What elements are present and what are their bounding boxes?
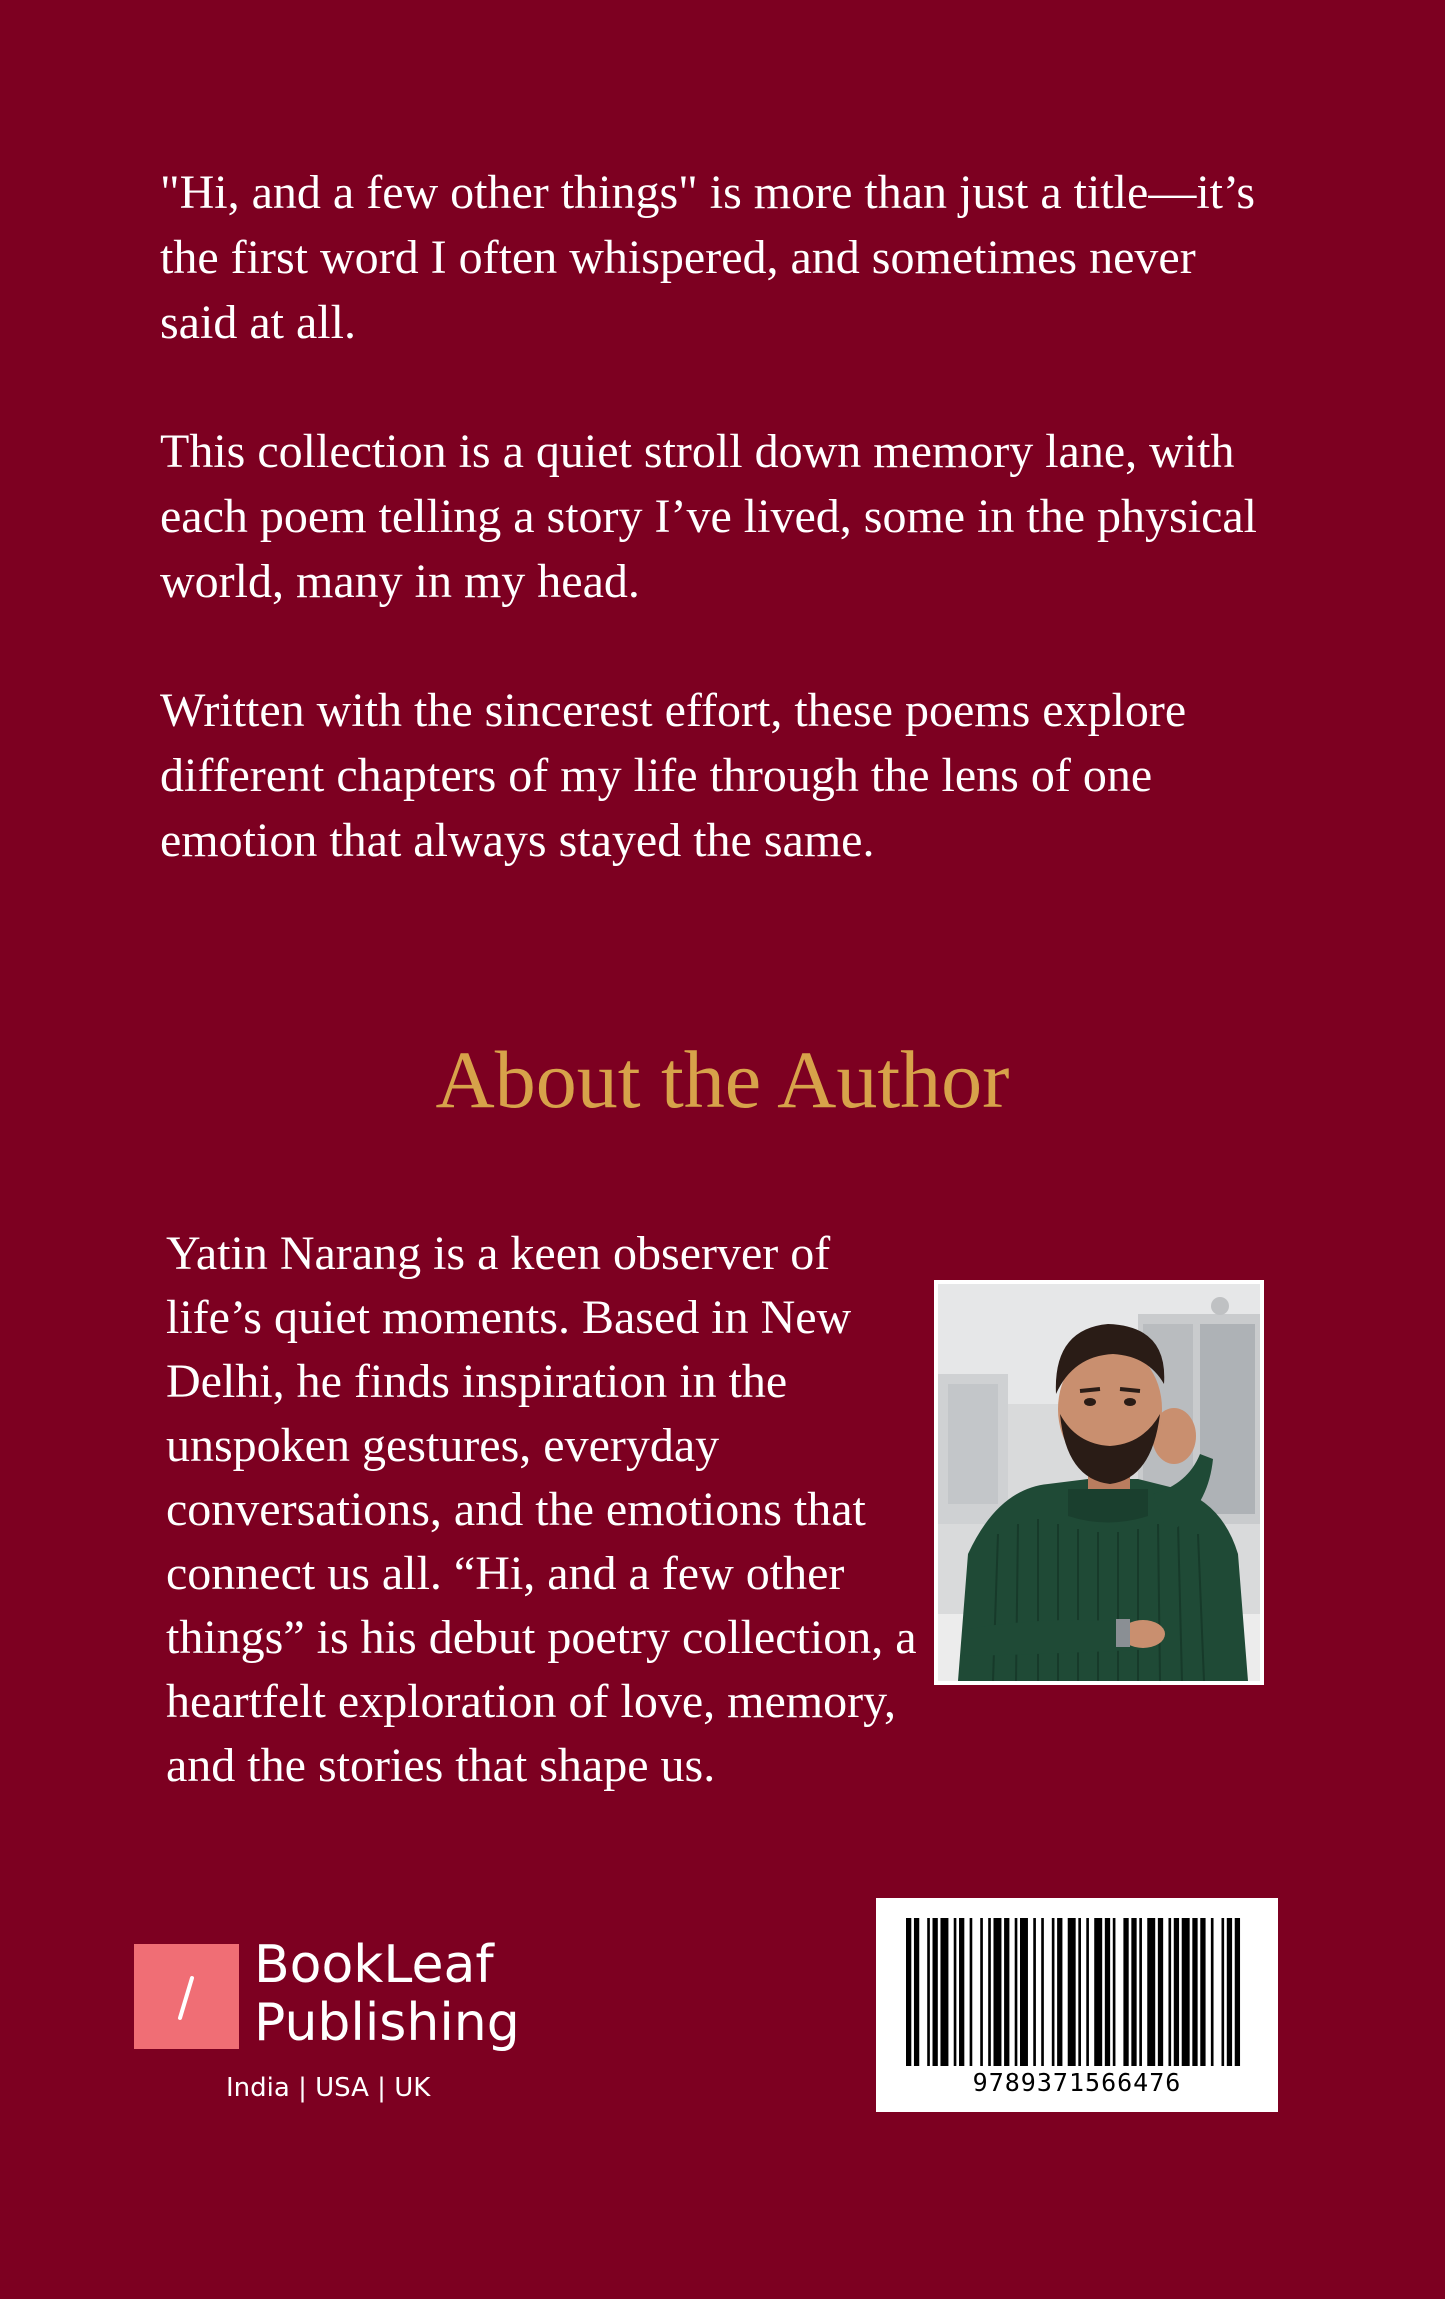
barcode-bar: [1192, 1918, 1197, 2066]
bookleaf-logo: [134, 1944, 239, 2049]
barcode-bar: [1227, 1918, 1232, 2066]
barcode-bar: [906, 1918, 911, 2066]
barcode-bar: [1200, 1918, 1205, 2066]
barcode-bar: [1086, 1918, 1089, 2066]
barcode-bar: [1235, 1918, 1240, 2066]
barcode-bar: [927, 1918, 930, 2066]
publisher-name-line1: BookLeaf: [254, 1935, 494, 1995]
barcode-bar: [1041, 1918, 1044, 2066]
barcode-bar: [1052, 1918, 1055, 2066]
blurb: [160, 160, 1280, 937]
barcode-bar: [1147, 1918, 1155, 2066]
barcode-bar: [1078, 1918, 1081, 2066]
blurb-paragraph-1: "Hi, and a few other things" is more than just a title—it’s the first word I often whispered, and sometimes never said at all.: [160, 166, 1255, 349]
slash-logo-icon: [134, 1944, 239, 2049]
barcode-bar: [1221, 1918, 1224, 2066]
isbn-barcode: [876, 1898, 1278, 2112]
barcode-bar: [1057, 1918, 1062, 2066]
barcode-bar: [1131, 1918, 1136, 2066]
barcode-bar: [988, 1918, 991, 2066]
isbn-number: 9789371566476: [972, 2068, 1182, 2097]
barcode-bar: [980, 1918, 983, 2066]
barcode-bar: [933, 1918, 938, 2066]
barcode-bar: [1139, 1918, 1142, 2066]
barcode-bar: [993, 1918, 1001, 2066]
barcode-bar: [1004, 1918, 1009, 2066]
blurb-paragraph-2: This collection is a quiet stroll down memory lane, with each poem telling a story I’ve lived, some in the physical world, many in my head.: [160, 425, 1258, 608]
barcode-bar: [940, 1918, 948, 2066]
about-author-heading: About the Author: [435, 1034, 1010, 1125]
barcode-bar: [1094, 1918, 1102, 2066]
barcode-bar: [1068, 1918, 1076, 2066]
barcode-bar: [1158, 1918, 1163, 2066]
barcode-bar: [959, 1918, 964, 2066]
barcode-bar: [1020, 1918, 1028, 2066]
author-bio: Yatin Narang is a keen observer of life’s quiet moments. Based in New Delhi, he finds inspiration in the unspoken gestures, everyday conversations, and the emotions that connect us all. “Hi, and a few other things” is his debut poetry collection, a heartfelt exploration of love, memory, and the stories that shape us.: [166, 1227, 917, 1792]
barcode-bars: [906, 1918, 1248, 2066]
publisher-countries: India | USA | UK: [226, 2073, 431, 2103]
barcode-bar: [1211, 1918, 1214, 2066]
barcode-bar: [1015, 1918, 1018, 2066]
publisher-name-line2: Publishing: [254, 1993, 520, 2053]
publisher-name: [254, 1936, 520, 2052]
barcode-bar: [1174, 1918, 1179, 2066]
barcode-bar: [1105, 1918, 1110, 2066]
blurb-paragraph-3: Written with the sincerest effort, these poems explore different chapters of my life through the lens of one emotion that always stayed the same.: [160, 684, 1187, 867]
barcode-bar: [914, 1918, 919, 2066]
barcode-bar: [1168, 1918, 1171, 2066]
author-photo: [934, 1280, 1264, 1685]
barcode-bar: [970, 1918, 973, 2066]
barcode-bar: [1182, 1918, 1190, 2066]
barcode-bar: [1033, 1918, 1036, 2066]
barcode-bar: [954, 1918, 957, 2066]
barcode-bar: [1113, 1918, 1116, 2066]
author-photo-image: [938, 1284, 1260, 1681]
barcode-bar: [1123, 1918, 1128, 2066]
